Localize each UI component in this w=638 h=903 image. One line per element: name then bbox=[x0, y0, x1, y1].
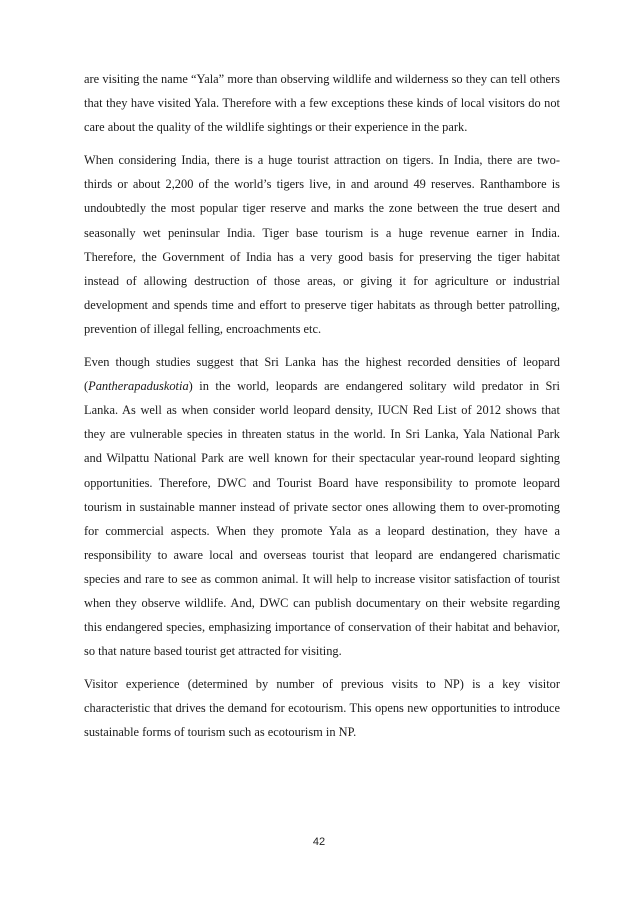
text-line: development and spends time and effort to preserve tiger habitats as through better patrolling, bbox=[84, 297, 560, 312]
text-line: seasonally wet peninsular India. Tiger base tourism is a huge revenue earner in India. bbox=[84, 225, 560, 240]
text-line: When considering India, there is a huge tourist attraction on tigers. In India, there are two- bbox=[84, 153, 560, 168]
text-line: instead of allowing destruction of those areas, or giving it for agriculture or industrial bbox=[84, 273, 560, 288]
text-line: this endangered species, emphasizing importance of conservation of their habitat and behavior, bbox=[84, 620, 560, 635]
paragraph-visitor-experience bbox=[84, 672, 560, 744]
text-line: are visiting the name “Yala” more than observing wildlife and wilderness so they can tell others bbox=[84, 72, 560, 86]
species-name: Pantherapaduskotia bbox=[88, 379, 189, 394]
text-line: tourism in sustainable manner instead of private sector ones allowing them to over-promoting bbox=[84, 499, 560, 514]
text-line: for commercial aspects. When they promote Yala as a leopard destination, they have a bbox=[84, 523, 560, 538]
text-line: and Wilpattu National Park are well known for their spectacular year-round leopard sighting bbox=[84, 451, 560, 466]
text-line-italic-species: (Pantherapaduskotia) in the world, leopards are endangered solitary wild predator in Sri bbox=[84, 379, 560, 394]
text-line: they are vulnerable species in threaten status in the world. In Sri Lanka, Yala National Park bbox=[84, 427, 560, 442]
text-line: prevention of illegal felling, encroachments etc. bbox=[84, 321, 322, 336]
paragraph-india-tigers bbox=[84, 148, 560, 341]
text-line: species and rare to see as common animal. It will help to increase visitor satisfaction of tourist bbox=[84, 571, 560, 586]
text-line: care about the quality of the wildlife sightings or their experience in the park. bbox=[84, 120, 468, 135]
text-line: Even though studies suggest that Sri Lanka has the highest recorded densities of leopard bbox=[84, 355, 560, 370]
text-line: undoubtedly the most popular tiger reserve and marks the zone between the true desert and bbox=[84, 201, 560, 216]
text-line: thirds or about 2,200 of the world’s tigers live, in and around 49 reserves. Ranthambore is bbox=[84, 177, 560, 192]
paragraph-sri-lanka-leopards bbox=[84, 350, 560, 663]
text-line: Visitor experience (determined by number of previous visits to NP) is a key visitor bbox=[84, 677, 560, 692]
document-body bbox=[84, 67, 560, 754]
text-line: Therefore, the Government of India has a very good basis for preserving the tiger habitat bbox=[84, 249, 560, 264]
text-line: responsibility to aware local and overseas tourist that leopard are endangered charismatic bbox=[84, 547, 560, 562]
text-line: characteristic that drives the demand for ecotourism. This opens new opportunities to introduce bbox=[84, 701, 560, 716]
text-line: that they have visited Yala. Therefore with a few exceptions these kinds of local visitors do not bbox=[84, 96, 560, 111]
text-line: Lanka. As well as when consider world leopard density, IUCN Red List of 2012 shows that bbox=[84, 403, 560, 418]
paragraph-local-visitors bbox=[84, 67, 560, 139]
text-line: opportunities. Therefore, DWC and Tourist Board have responsibility to promote leopard bbox=[84, 475, 560, 490]
text-line: sustainable forms of tourism such as ecotourism in NP. bbox=[84, 725, 357, 740]
text-line: when they observe wildlife. And, DWC can publish documentary on their website regarding bbox=[84, 595, 560, 610]
page-number: 42 bbox=[312, 836, 326, 848]
text-line: so that nature based tourist get attracted for visiting. bbox=[84, 644, 342, 659]
